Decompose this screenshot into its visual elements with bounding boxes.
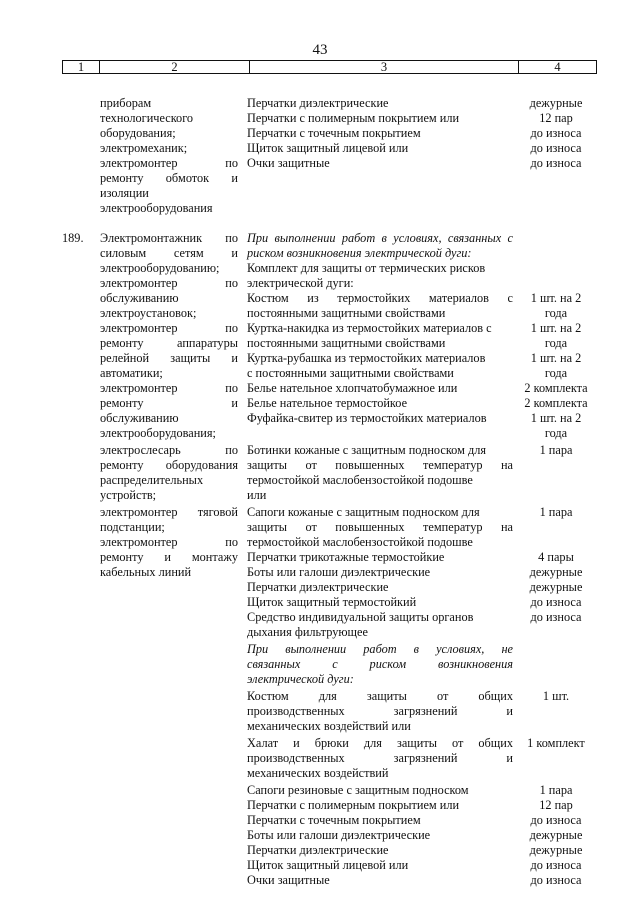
prev-occupation-line: ремонту обмоток и [100, 171, 238, 185]
occupation-line: подстанции; [100, 520, 165, 534]
norm-value: до износа [530, 610, 582, 624]
occupation-line: электроустановок; [100, 306, 197, 320]
prev-occupation-line: технологического [100, 111, 194, 125]
norm-value: 2 комплекта [524, 396, 588, 410]
condition-heading: связанных с риском возникновения [247, 657, 513, 671]
ppe-item: постоянными защитными свойствами [247, 306, 446, 320]
occupation-line: устройств; [100, 488, 157, 502]
prev-norm-value: дежурные [529, 96, 583, 110]
ppe-item: с постоянными защитными свойствами [247, 366, 454, 380]
entry-number: 189. [62, 231, 84, 245]
occupation-line: релейной защиты и [100, 351, 238, 365]
ppe-item: производственных загрязнений и [247, 704, 513, 718]
norm-value: дежурные [529, 565, 583, 579]
norm-value: 1 шт. на 2 [530, 321, 582, 335]
ppe-item: Перчатки трикотажные термостойкие [247, 550, 445, 564]
condition-heading: При выполнении работ в условиях, связанных с [247, 231, 513, 245]
prev-norm-value: до износа [530, 141, 582, 155]
occupation-line: электрослесарь по [100, 443, 238, 457]
ppe-item: дыхания фильтрующее [247, 625, 368, 639]
ppe-item: производственных загрязнений и [247, 751, 513, 765]
occupation-line: электрооборудования; [100, 426, 216, 440]
norm-value: до износа [530, 813, 582, 827]
ppe-item: Боты или галоши диэлектрические [247, 565, 431, 579]
prev-occupation-line: электромонтер по [100, 156, 238, 170]
ppe-item: или [247, 488, 267, 502]
occupation-line: Электромонтажник по [100, 231, 238, 245]
norm-value: года [544, 366, 568, 380]
ppe-item: Белье нательное хлопчатобумажное или [247, 381, 458, 395]
ppe-item: Очки защитные [247, 873, 330, 887]
occupation-line: электрооборудованию; [100, 261, 220, 275]
norm-value: дежурные [529, 843, 583, 857]
ppe-item: Халат и брюки для защиты от общих [247, 736, 513, 750]
ppe-item: термостойкой маслобензостойкой подошве [247, 535, 473, 549]
prev-norm-value: до износа [530, 126, 582, 140]
ppe-item: постоянными защитными свойствами [247, 336, 446, 350]
prev-norm-value: 12 пар [539, 111, 573, 125]
ppe-item: Куртка-рубашка из термостойких материалов [247, 351, 486, 365]
ppe-item: термостойкой маслобензостойкой подошве [247, 473, 473, 487]
ppe-item: Сапоги кожаные с защитным подноском для [247, 505, 480, 519]
norm-value: года [544, 336, 568, 350]
norm-value: года [544, 306, 568, 320]
occupation-line: кабельных линий [100, 565, 192, 579]
norm-value: 1 шт. [542, 689, 570, 703]
occupation-line: электромонтер по [100, 535, 238, 549]
condition-heading: риском возникновения электрической дуги: [247, 246, 472, 260]
occupation-line: распределительных [100, 473, 204, 487]
ppe-item: Белье нательное термостойкое [247, 396, 408, 410]
norm-value: года [544, 426, 568, 440]
norm-value: до износа [530, 595, 582, 609]
ppe-item: Щиток защитный лицевой или [247, 858, 409, 872]
prev-ppe-item: Щиток защитный лицевой или [247, 141, 409, 155]
ppe-item: Средство индивидуальной защиты органов [247, 610, 474, 624]
ppe-item: механических воздействий [247, 766, 389, 780]
occupation-line: электромонтер по [100, 276, 238, 290]
condition-heading: При выполнении работ в условиях, не [247, 642, 513, 656]
norm-value: 1 пара [539, 505, 573, 519]
prev-ppe-item: Перчатки с полимерным покрытием или [247, 111, 460, 125]
ppe-item: Костюм для защиты от общих [247, 689, 513, 703]
occupation-line: обслуживанию [100, 411, 179, 425]
ppe-item: защиты от повышенных температур на [247, 458, 513, 472]
prev-occupation-line: электрооборудования [100, 201, 213, 215]
occupation-line: электромонтер по [100, 321, 238, 335]
ppe-item: Сапоги резиновые с защитным подноском [247, 783, 469, 797]
ppe-item: Перчатки диэлектрические [247, 843, 389, 857]
ppe-item: Костюм из термостойких материалов с [247, 291, 513, 305]
column-header-1: 1 [63, 61, 100, 74]
norm-value: 1 пара [539, 783, 573, 797]
norm-value: дежурные [529, 580, 583, 594]
ppe-item: механических воздействий или [247, 719, 411, 733]
norm-value: до износа [530, 873, 582, 887]
ppe-item: Ботинки кожаные с защитным подноском для [247, 443, 486, 457]
norm-value: 1 шт. на 2 [530, 291, 582, 305]
page-number: 43 [312, 42, 328, 58]
ppe-item: Боты или галоши диэлектрические [247, 828, 431, 842]
norm-value: 4 пары [538, 550, 574, 564]
ppe-item: Перчатки с полимерным покрытием или [247, 798, 460, 812]
ppe-item: Щиток защитный термостойкий [247, 595, 417, 609]
prev-occupation-line: электромеханик; [100, 141, 188, 155]
condition-heading: электрической дуги: [247, 672, 354, 686]
column-header-4: 4 [519, 61, 597, 74]
column-header-2: 2 [100, 61, 250, 74]
norm-value: 1 комплект [527, 736, 585, 750]
occupation-line: электромонтер тяговой [100, 505, 238, 519]
occupation-line: ремонту и [100, 396, 238, 410]
occupation-line: силовым сетям и [100, 246, 238, 260]
column-header-3: 3 [250, 61, 519, 74]
ppe-item: электрической дуги: [247, 276, 354, 290]
norm-value: 1 шт. на 2 [530, 351, 582, 365]
prev-ppe-item: Перчатки с точечным покрытием [247, 126, 421, 140]
norm-value: 1 шт. на 2 [530, 411, 582, 425]
occupation-line: ремонту аппаратуры [100, 336, 238, 350]
prev-occupation-line: изоляции [100, 186, 149, 200]
prev-occupation-line: оборудования; [100, 126, 176, 140]
norm-value: дежурные [529, 828, 583, 842]
norm-value: 1 пара [539, 443, 573, 457]
occupation-line: обслуживанию [100, 291, 179, 305]
occupation-line: автоматики; [100, 366, 163, 380]
ppe-item: Перчатки с точечным покрытием [247, 813, 421, 827]
ppe-item: защиты от повышенных температур на [247, 520, 513, 534]
occupation-line: электромонтер по [100, 381, 238, 395]
norm-value: до износа [530, 858, 582, 872]
ppe-item: Комплект для защиты от термических рисков [247, 261, 486, 275]
norm-value: 2 комплекта [524, 381, 588, 395]
occupation-line: ремонту оборудования [100, 458, 238, 472]
column-header-table [62, 60, 597, 74]
norm-value: 12 пар [539, 798, 573, 812]
prev-ppe-item: Перчатки диэлектрические [247, 96, 389, 110]
occupation-line: ремонту и монтажу [100, 550, 238, 564]
prev-norm-value: до износа [530, 156, 582, 170]
prev-occupation-line: приборам [100, 96, 152, 110]
ppe-item: Фуфайка-свитер из термостойких материалов [247, 411, 487, 425]
ppe-item: Перчатки диэлектрические [247, 580, 389, 594]
ppe-item: Куртка-накидка из термостойких материалов с [247, 321, 492, 335]
prev-ppe-item: Очки защитные [247, 156, 330, 170]
